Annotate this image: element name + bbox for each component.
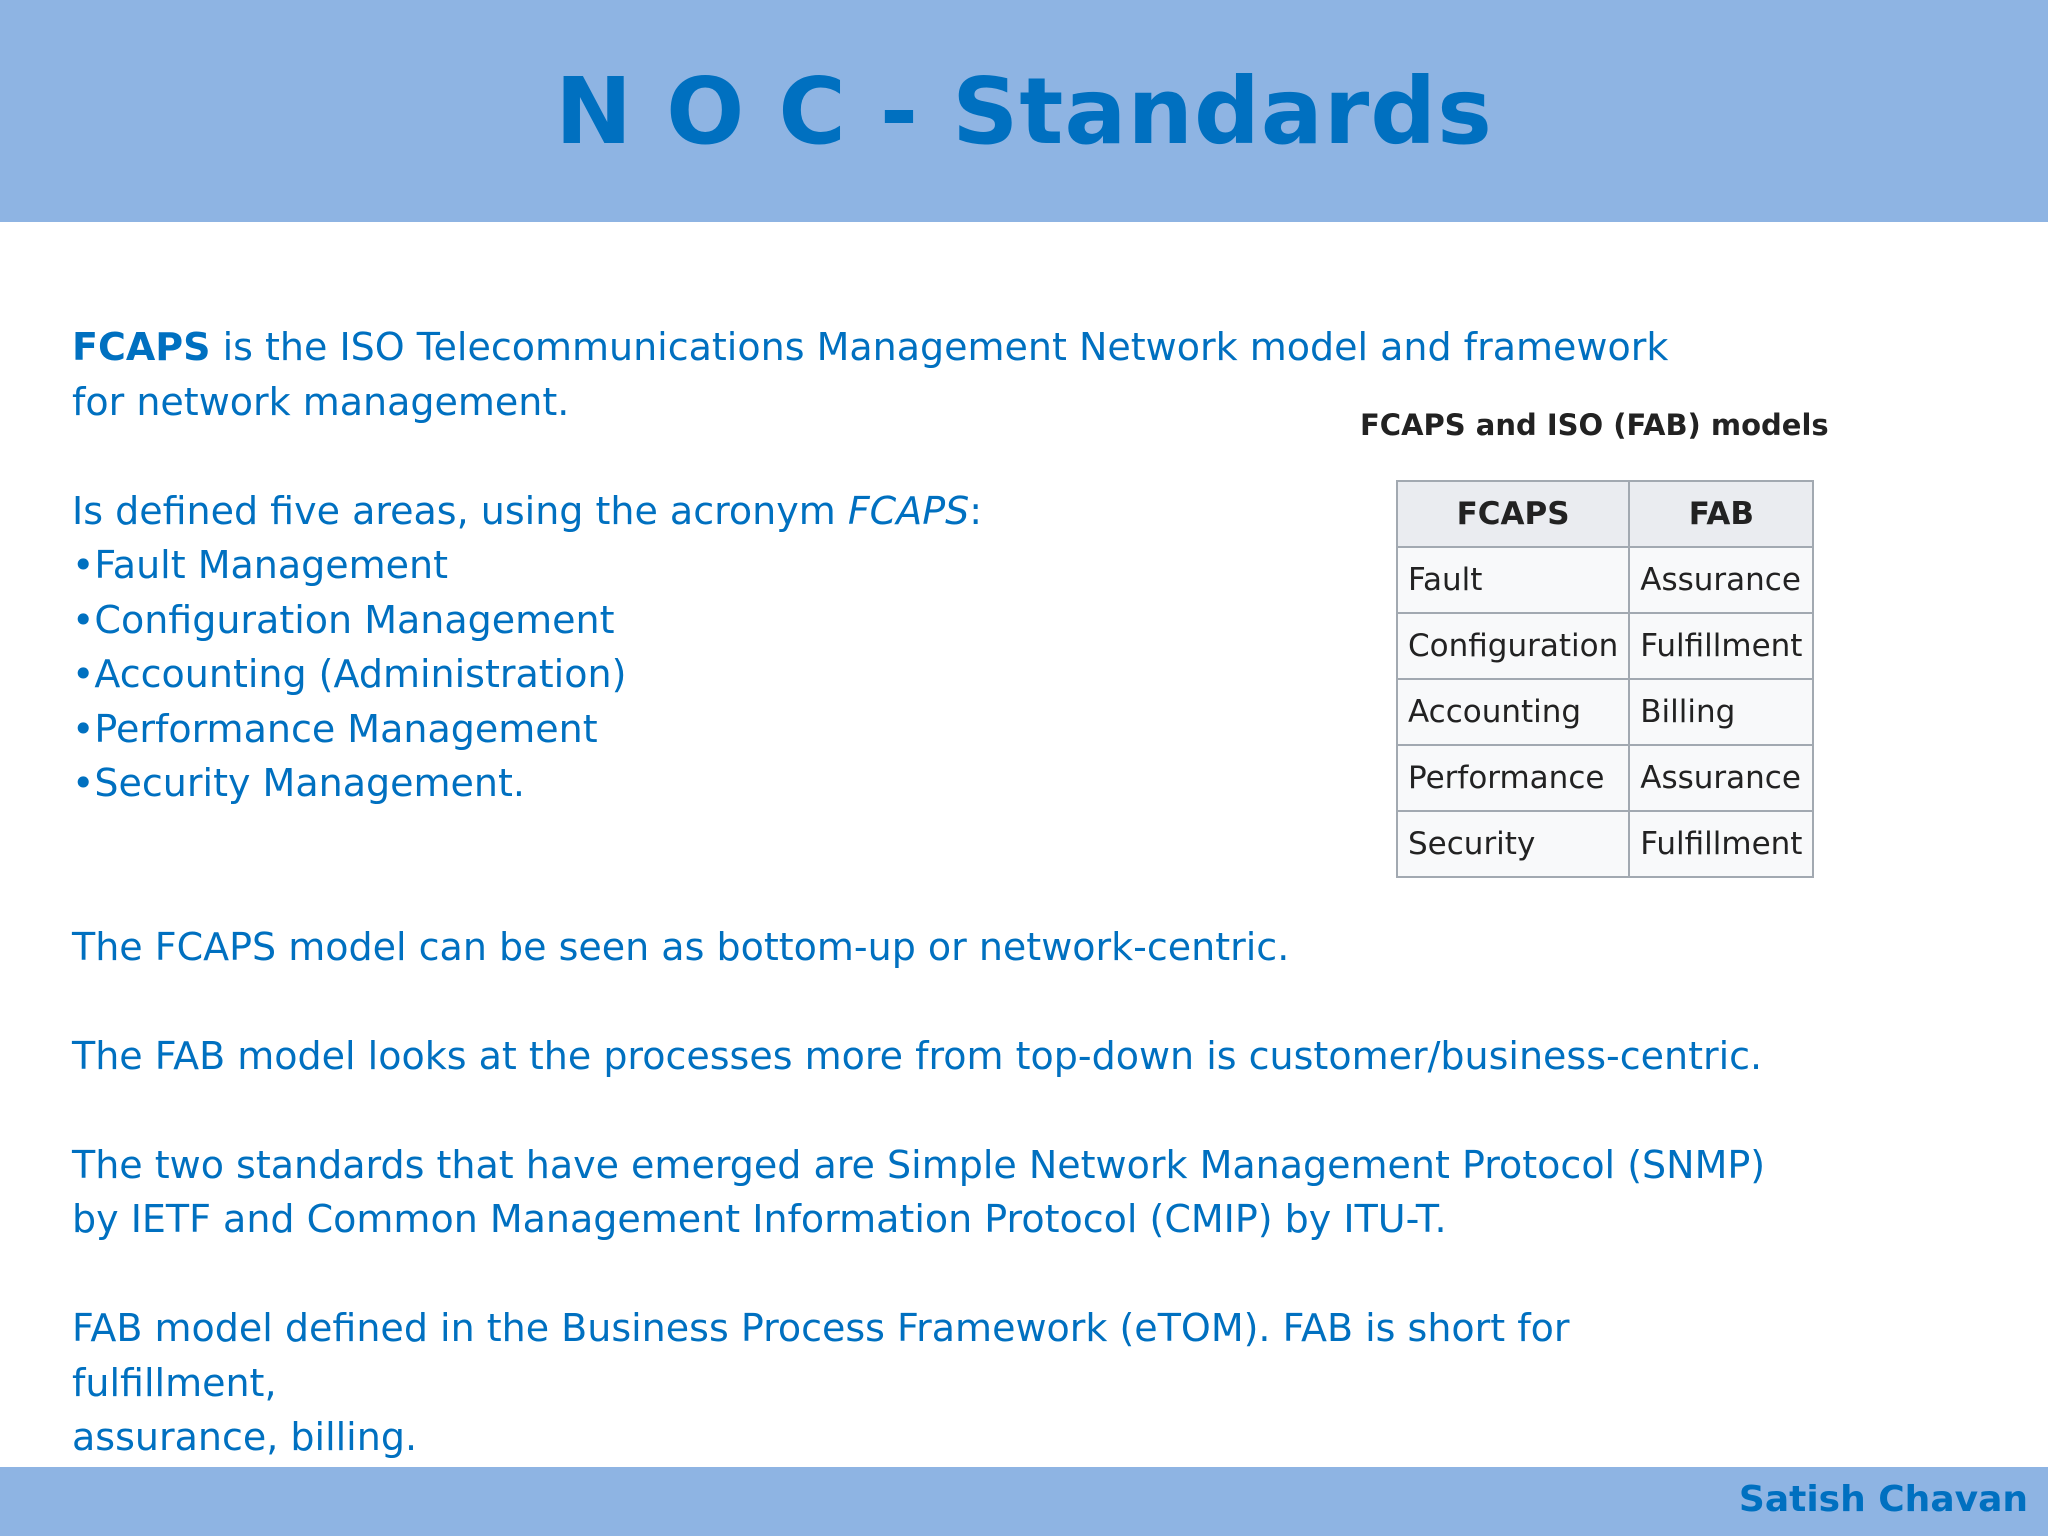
areas-intro-end: : [969, 488, 983, 533]
table-cell: Assurance [1629, 745, 1813, 811]
areas-intro-italic: FCAPS [847, 488, 970, 533]
table-cell: Billing [1629, 679, 1813, 745]
paragraph-etom-2: assurance, billing. [72, 1415, 418, 1459]
intro-line-1-rest: is the ISO Telecommunications Management Network model and framework [210, 325, 1669, 369]
paragraph-standards-1: The two standards that have emerged are Simple Network Management Protocol (SNMP) [72, 1142, 1766, 1187]
areas-intro-text: Is defined five areas, using the acronym [72, 488, 848, 533]
table-cell: Configuration [1397, 613, 1629, 679]
table-cell: Fulfillment [1629, 613, 1813, 679]
table-cell: Fulfillment [1629, 811, 1813, 877]
list-item: •Accounting (Administration) [72, 652, 627, 696]
paragraph-fcaps-model: The FCAPS model can be seen as bottom-up or network-centric. [72, 924, 1290, 969]
table-header-cell: FAB [1629, 481, 1813, 547]
table-caption: FCAPS and ISO (FAB) models [1360, 408, 1829, 442]
paragraph-standards-2: by IETF and Common Management Information Protocol (CMIP) by ITU-T. [72, 1197, 1447, 1241]
table-header-row [1397, 481, 1813, 547]
paragraph-fab-model: The FAB model looks at the processes more from top-down is customer/business-centric. [72, 1033, 1763, 1078]
table-row [1397, 811, 1813, 877]
intro-line-1 [72, 320, 1772, 375]
footer-band [0, 1467, 2048, 1536]
intro-line-2: for network management. [72, 379, 570, 424]
fcaps-fab-table-block [1360, 408, 1829, 878]
list-item: •Configuration Management [72, 597, 615, 642]
table-header-cell: FCAPS [1397, 481, 1629, 547]
list-item: •Performance Management [72, 706, 598, 751]
author-name: Satish Chavan [1738, 1479, 2028, 1520]
fcaps-bold: FCAPS [72, 325, 211, 369]
header-band [0, 0, 2048, 222]
table-row [1397, 679, 1813, 745]
table-cell: Assurance [1629, 547, 1813, 613]
table-cell: Fault [1397, 547, 1629, 613]
list-item: •Security Management. [72, 761, 525, 805]
table-cell: Performance [1397, 745, 1629, 811]
table-row [1397, 745, 1813, 811]
list-item: •Fault Management [72, 543, 449, 587]
slide-title: N O C - Standards [555, 57, 1493, 165]
table-row [1397, 547, 1813, 613]
fcaps-fab-table [1396, 480, 1814, 878]
table-cell: Accounting [1397, 679, 1629, 745]
paragraph-etom-1: FAB model defined in the Business Process Framework (eTOM). FAB is short for fulfillment, [72, 1306, 1570, 1405]
table-row [1397, 613, 1813, 679]
table-cell: Security [1397, 811, 1629, 877]
